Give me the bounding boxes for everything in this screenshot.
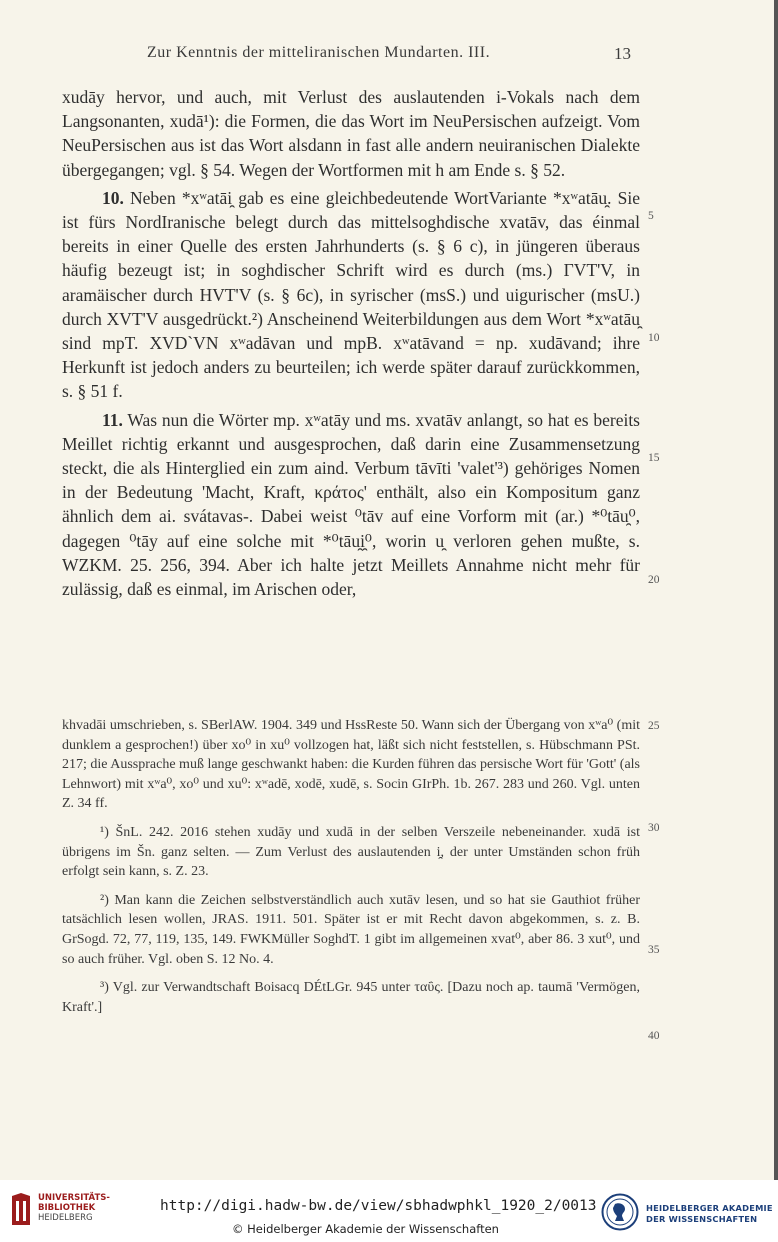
university-library-name (38, 1193, 138, 1223)
paragraph-10 (62, 186, 640, 404)
paragraph-10-text: Neben *xʷatāi̯ gab es eine gleichbedeutende WortVariante *xʷatāu̯. Sie ist fürs NordIranische belegt durch das mittelsoghdische xvatāv, das éinmal bereits in einer Quelle des ersten Jahrhunderts (s. § 6 c), in jüngeren überaus häufig bezeugt ist; in soghdischer Schrift wird es durch (ms.) ΓVT'V, in aramäischer durch HVT'V (s. § 6c), in syrischer (msS.) und uigurischer (msU.) durch XVT'V ausgedrückt.²) Anscheinend Weiterbildungen aus dem Wort *xʷatāu̯ sind mpT. XVD`VN xʷadāvan und mpB. xʷatāvand = np. xudāvand; ihre Herkunft ist jedoch anders zu beurteilen; ich werde später darauf zurückkommen, s. § 51 f. (62, 187, 641, 402)
line-number-20: 20 (648, 574, 660, 586)
line-number-5: 5 (648, 210, 654, 222)
line-number-15: 15 (648, 452, 660, 464)
page-number: 13 (614, 44, 631, 63)
permalink-url[interactable]: http://digi.hadw-bw.de/view/sbhadwphkl_1920_2/0013 (160, 1198, 597, 1214)
university-library-logo (10, 1192, 32, 1226)
academy-name-line-2: DER WISSENSCHAFTEN (646, 1214, 758, 1224)
line-number-40: 40 (648, 1030, 660, 1042)
section-number-10: 10. (102, 187, 124, 208)
line-number-30: 30 (648, 822, 660, 834)
ub-name-line-3: HEIDELBERG (38, 1213, 93, 1223)
line-number-10: 10 (648, 332, 660, 344)
academy-name (646, 1203, 776, 1225)
paragraph-11-text: Was nun die Wörter mp. xʷatāy und ms. xvatāv anlangt, so hat es bereits Meillet richtig erkannt und ausgesprochen, daß darin eine Zusammensetzung steckt, die als Hinterglied ein zum aind. Verbum tāvīti 'valet'³) gehöriges Nomen in der Bedeutung 'Macht, Kraft, κράτος' enthält, also ein Kompositum ganz ähnlich dem ai. svátavas-. Dabei weist ⁰tāv auf eine Vorform mit (ar.) *⁰tāu̯⁰, dagegen ⁰tāy auf eine solche mit *⁰tāu̯i̯⁰, worin u̯ verloren gehen mußte, s. WZKM. 25. 256, 394. Aber ich halte jetzt Meillets Annahme nicht mehr für zulässig, daß es einmal, im Arischen oder, (62, 409, 640, 600)
ub-name-line-1: UNIVERSITÄTS- (38, 1193, 110, 1203)
footnotes (62, 716, 640, 1017)
paragraph-11 (62, 408, 640, 602)
paragraph-continuation: xudāy hervor, und auch, mit Verlust des auslautenden i-Vokals nach dem Langsonanten, xudā¹): die Formen, die das Wort im NeuPersischen aufzeigt. Vom NeuPersischen aus ist das Wort alsdann in fast alle andern neuiranischen Dialekte übergegangen; vgl. § 54. Wegen der Wortformen mit h am Ende s. § 52. (62, 87, 640, 180)
footnote-3: ³) Vgl. zur Verwandtschaft Boisacq DÉtLGr. 945 unter ταΰς. [Dazu noch ap. taumā 'Vermögen, Kraft'.] (62, 980, 640, 1015)
footnote-1: ¹) ŠnL. 242. 2016 stehen xudāy und xudā in der selben Verszeile nebeneinander. xudā ist übrigens im Šn. ganz selten. — Zum Verlust des auslautenden i̯, der unter Umständen schon früh erfolgt sein kann, s. Z. 23. (62, 824, 640, 880)
footnote-2: ²) Man kann die Zeichen selbstverständlich auch xutāv lesen, und so hat sie Gauthiot früher tatsächlich lesen wollen, JRAS. 1911. 501. Später ist er mit Recht davon abgekommen, s. z. B. GrSogd. 72, 77, 119, 135, 149. FWKMüller SoghdT. 1 gibt im allgemeinen xvat⁰, aber 86. 3 xut⁰, und so auch früher. Vgl. oben S. 12 No. 4. (62, 892, 640, 967)
footnote-continuation: khvadāi umschrieben, s. SBerlAW. 1904. 349 und HssReste 50. Wann sich der Übergang von xʷa⁰ (mit dunklem a gesprochen!) über xo⁰ in xu⁰ vollzogen hat, läßt sich nicht feststellen, s. Hübschmann PSt. 217; die Aussprache muß lange geschwankt haben: die Kurden führen das persische Wort für 'Gott' (als Lehnwort) mit xʷa⁰, xo⁰ und xu⁰: xʷadē, xodē, xudē, s. Socin GIrPh. 1b. 267. 283 und 260. Vgl. unten Z. 34 ff. (62, 718, 640, 812)
ub-name-line-2: BIBLIOTHEK (38, 1203, 96, 1213)
line-number-25: 25 (648, 720, 660, 732)
section-number-11: 11. (102, 409, 123, 430)
academy-name-line-1: HEIDELBERGER AKADEMIE (646, 1203, 773, 1213)
main-body-text (62, 85, 640, 601)
copyright-notice: © Heidelberger Akademie der Wissenschaften (232, 1222, 499, 1236)
academy-seal-icon (601, 1193, 639, 1231)
line-number-35: 35 (648, 944, 660, 956)
running-title: Zur Kenntnis der mitteliranischen Mundarten. III. (147, 44, 491, 61)
